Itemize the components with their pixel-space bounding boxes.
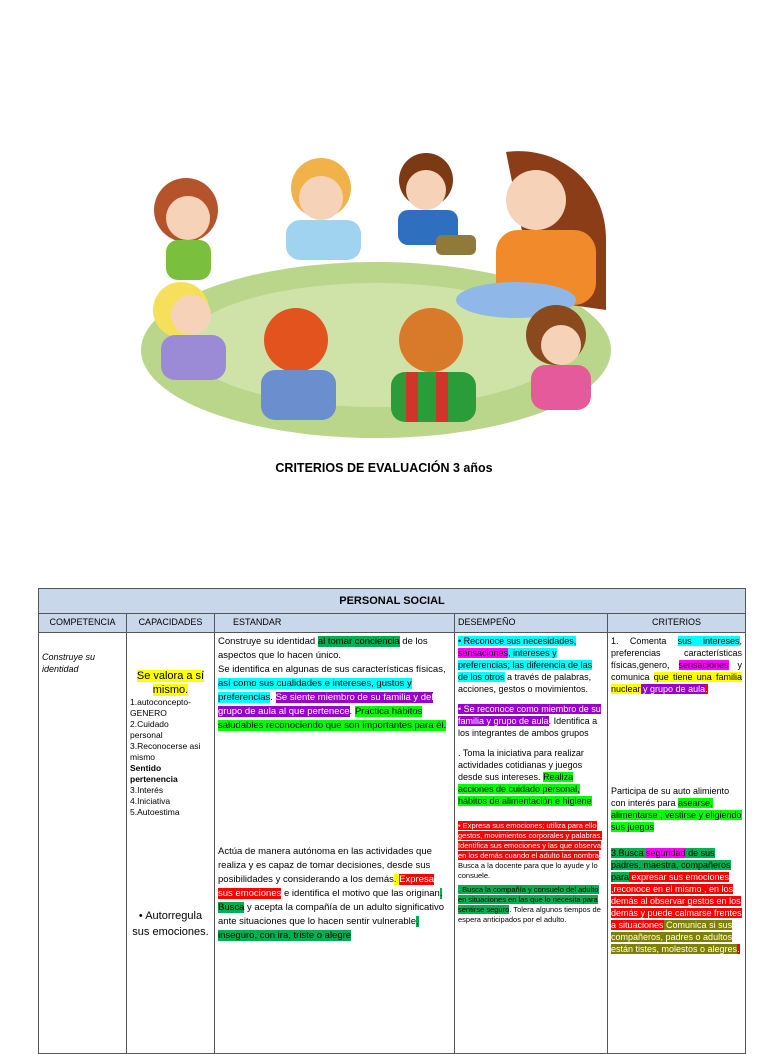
estandar-cell bbox=[215, 633, 455, 1054]
header-criterios: CRITERIOS bbox=[608, 614, 746, 633]
text: y comunica bbox=[611, 660, 743, 682]
text: que tiene una familia nuclear bbox=[611, 672, 743, 694]
desempeno-3 bbox=[458, 747, 604, 807]
text: sensaciones bbox=[458, 648, 509, 658]
header-desempeno: DESEMPEÑO bbox=[455, 614, 608, 633]
text: sensaciones bbox=[678, 660, 729, 670]
text: . bbox=[349, 706, 355, 717]
text: • Reconoce sus necesidades, bbox=[458, 636, 577, 646]
text: y grupo de aula bbox=[640, 684, 706, 694]
list-item: 5.Autoestima bbox=[130, 807, 180, 817]
section-title: PERSONAL SOCIAL bbox=[39, 589, 746, 614]
text: Participa de su auto alimiento con interés para bbox=[611, 786, 730, 808]
desempeno-4 bbox=[458, 821, 604, 881]
text: Comunica si sus compañeros, padres o adultos están tistes, molestos o alegres bbox=[611, 920, 738, 954]
bullet: • bbox=[138, 910, 143, 922]
list-item: 4.Iniciativa bbox=[130, 796, 171, 806]
criterio-1 bbox=[611, 635, 742, 695]
list-item: mismo bbox=[130, 752, 156, 762]
document-title: CRITERIOS DE EVALUACIÓN 3 años bbox=[275, 461, 493, 475]
header-estandar: ESTANDAR bbox=[215, 614, 455, 633]
criterio-3 bbox=[611, 847, 742, 955]
desempeno-1 bbox=[458, 635, 604, 695]
text: Expresa sus emociones bbox=[218, 874, 434, 899]
header-capacidades: CAPACIDADES bbox=[127, 614, 215, 633]
text: a través de palabras, acciones, gestos o movimientos. bbox=[458, 672, 592, 694]
text: asearse, alimentarse , vestirse y eligiendo sus juegos bbox=[611, 798, 742, 832]
subheading: Sentido pertenencia bbox=[130, 763, 178, 784]
text: . bbox=[393, 874, 400, 885]
text: • Expresa sus emociones; utiliza para ello gestos, movimientos corporales y palabras. Identifica sus emociones y las que observa en los demás cuando el adulto las nombra bbox=[458, 821, 603, 860]
text: de sus padres, maestra, compañeros para bbox=[611, 848, 731, 882]
capacidad-autorregula-title: Autorregula sus emociones. bbox=[132, 910, 209, 938]
criterios-cell bbox=[608, 633, 746, 1054]
text: Actúa de manera autónoma en las actividades que realiza y es capaz de tomar decisiones, desde sus posibilidades y considerando a los demás bbox=[218, 846, 432, 885]
capacidades-cell bbox=[127, 633, 215, 1054]
list-item: personal bbox=[130, 730, 163, 740]
text: sus intereses bbox=[677, 636, 740, 646]
text: seguridad bbox=[646, 848, 686, 858]
text: Realiza acciones de cuidado personal, hábitos de alimentación e higiene bbox=[458, 772, 592, 806]
text: . bbox=[705, 684, 708, 694]
children-circle-illustration bbox=[136, 140, 616, 445]
text: . Toma la iniciativa para realizar actividades cotidianas y juegos desde sus intereses. bbox=[458, 748, 584, 782]
text: así como sus cualidades e intereses, gustos y preferencias bbox=[218, 678, 412, 703]
estandar-paragraph-3 bbox=[218, 845, 451, 943]
competencia-text: Construye su identidad bbox=[42, 652, 96, 674]
text: . Identifica a los integrantes de ambos grupos bbox=[458, 716, 598, 738]
evaluation-table bbox=[38, 588, 746, 1054]
text: de los aspectos que lo hacen único. bbox=[218, 636, 428, 661]
capacidad-valora-title: Se valora a sí mismo. bbox=[136, 670, 205, 696]
competencia-cell bbox=[39, 633, 127, 1054]
text: . Busca bbox=[218, 888, 443, 913]
text: expresar sus emociones ,reconoce en el mismo , en los demás al observar gestos en los demás y puede calmarse frentes a situaciones bbox=[611, 872, 742, 930]
text: Practica hábitos saludables reconociendo que son importantes para él. bbox=[218, 706, 447, 731]
text: . Tolera algunos tiempos de espera anticipados por el adulto. bbox=[458, 905, 601, 924]
list-item: GENERO bbox=[130, 708, 167, 718]
text: . Busca a la docente para que lo ayude y lo consuele. bbox=[458, 851, 602, 880]
text: , inseguro, con ira, triste o alegre bbox=[218, 916, 419, 941]
text: . Busca la compañía y consuelo del adulto en situaciones en las que lo necesita para sentirse seguro bbox=[458, 885, 599, 914]
capacidad-items bbox=[130, 697, 211, 818]
text: al tomar conciencia bbox=[317, 636, 400, 647]
text: , intereses y preferencias; las diferencia de las de los otros bbox=[458, 648, 593, 682]
text: . bbox=[270, 692, 276, 703]
estandar-paragraph-1 bbox=[218, 635, 451, 663]
list-item: 3.Interés bbox=[130, 785, 164, 795]
text: , preferencias características físicas,genero, bbox=[611, 636, 743, 670]
text: e identifica el motivo que las originan bbox=[281, 888, 440, 899]
text: Se siente miembro de su familia y del grupo de aula al que pertenece bbox=[218, 692, 434, 717]
desempeno-2 bbox=[458, 703, 604, 739]
text: . bbox=[737, 944, 740, 954]
text: • Se reconoce como miembro de su familia y grupo de aula bbox=[458, 704, 601, 726]
text: 3.Busca bbox=[611, 848, 647, 858]
header-competencia: COMPETENCIA bbox=[39, 614, 127, 633]
desempeno-cell bbox=[455, 633, 608, 1054]
capacidad-autorregula bbox=[130, 908, 211, 940]
list-item: 3.Reconocerse asi bbox=[130, 741, 201, 751]
desempeno-5 bbox=[458, 885, 604, 925]
estandar-paragraph-2 bbox=[218, 663, 451, 733]
capacidad-valora bbox=[130, 669, 211, 697]
text: Se identifica en algunas de sus características físicas, bbox=[218, 664, 446, 675]
list-item: 2.Cuidado bbox=[130, 719, 169, 729]
text: 1. Comenta bbox=[611, 636, 678, 646]
list-item: 1.autoconcepto- bbox=[130, 697, 191, 707]
text: y acepta la compañía de un adulto significativo ante situaciones que lo hacen sentir vulnerable bbox=[218, 902, 445, 927]
text: Construye su identidad bbox=[218, 636, 318, 647]
criterio-2 bbox=[611, 785, 742, 833]
